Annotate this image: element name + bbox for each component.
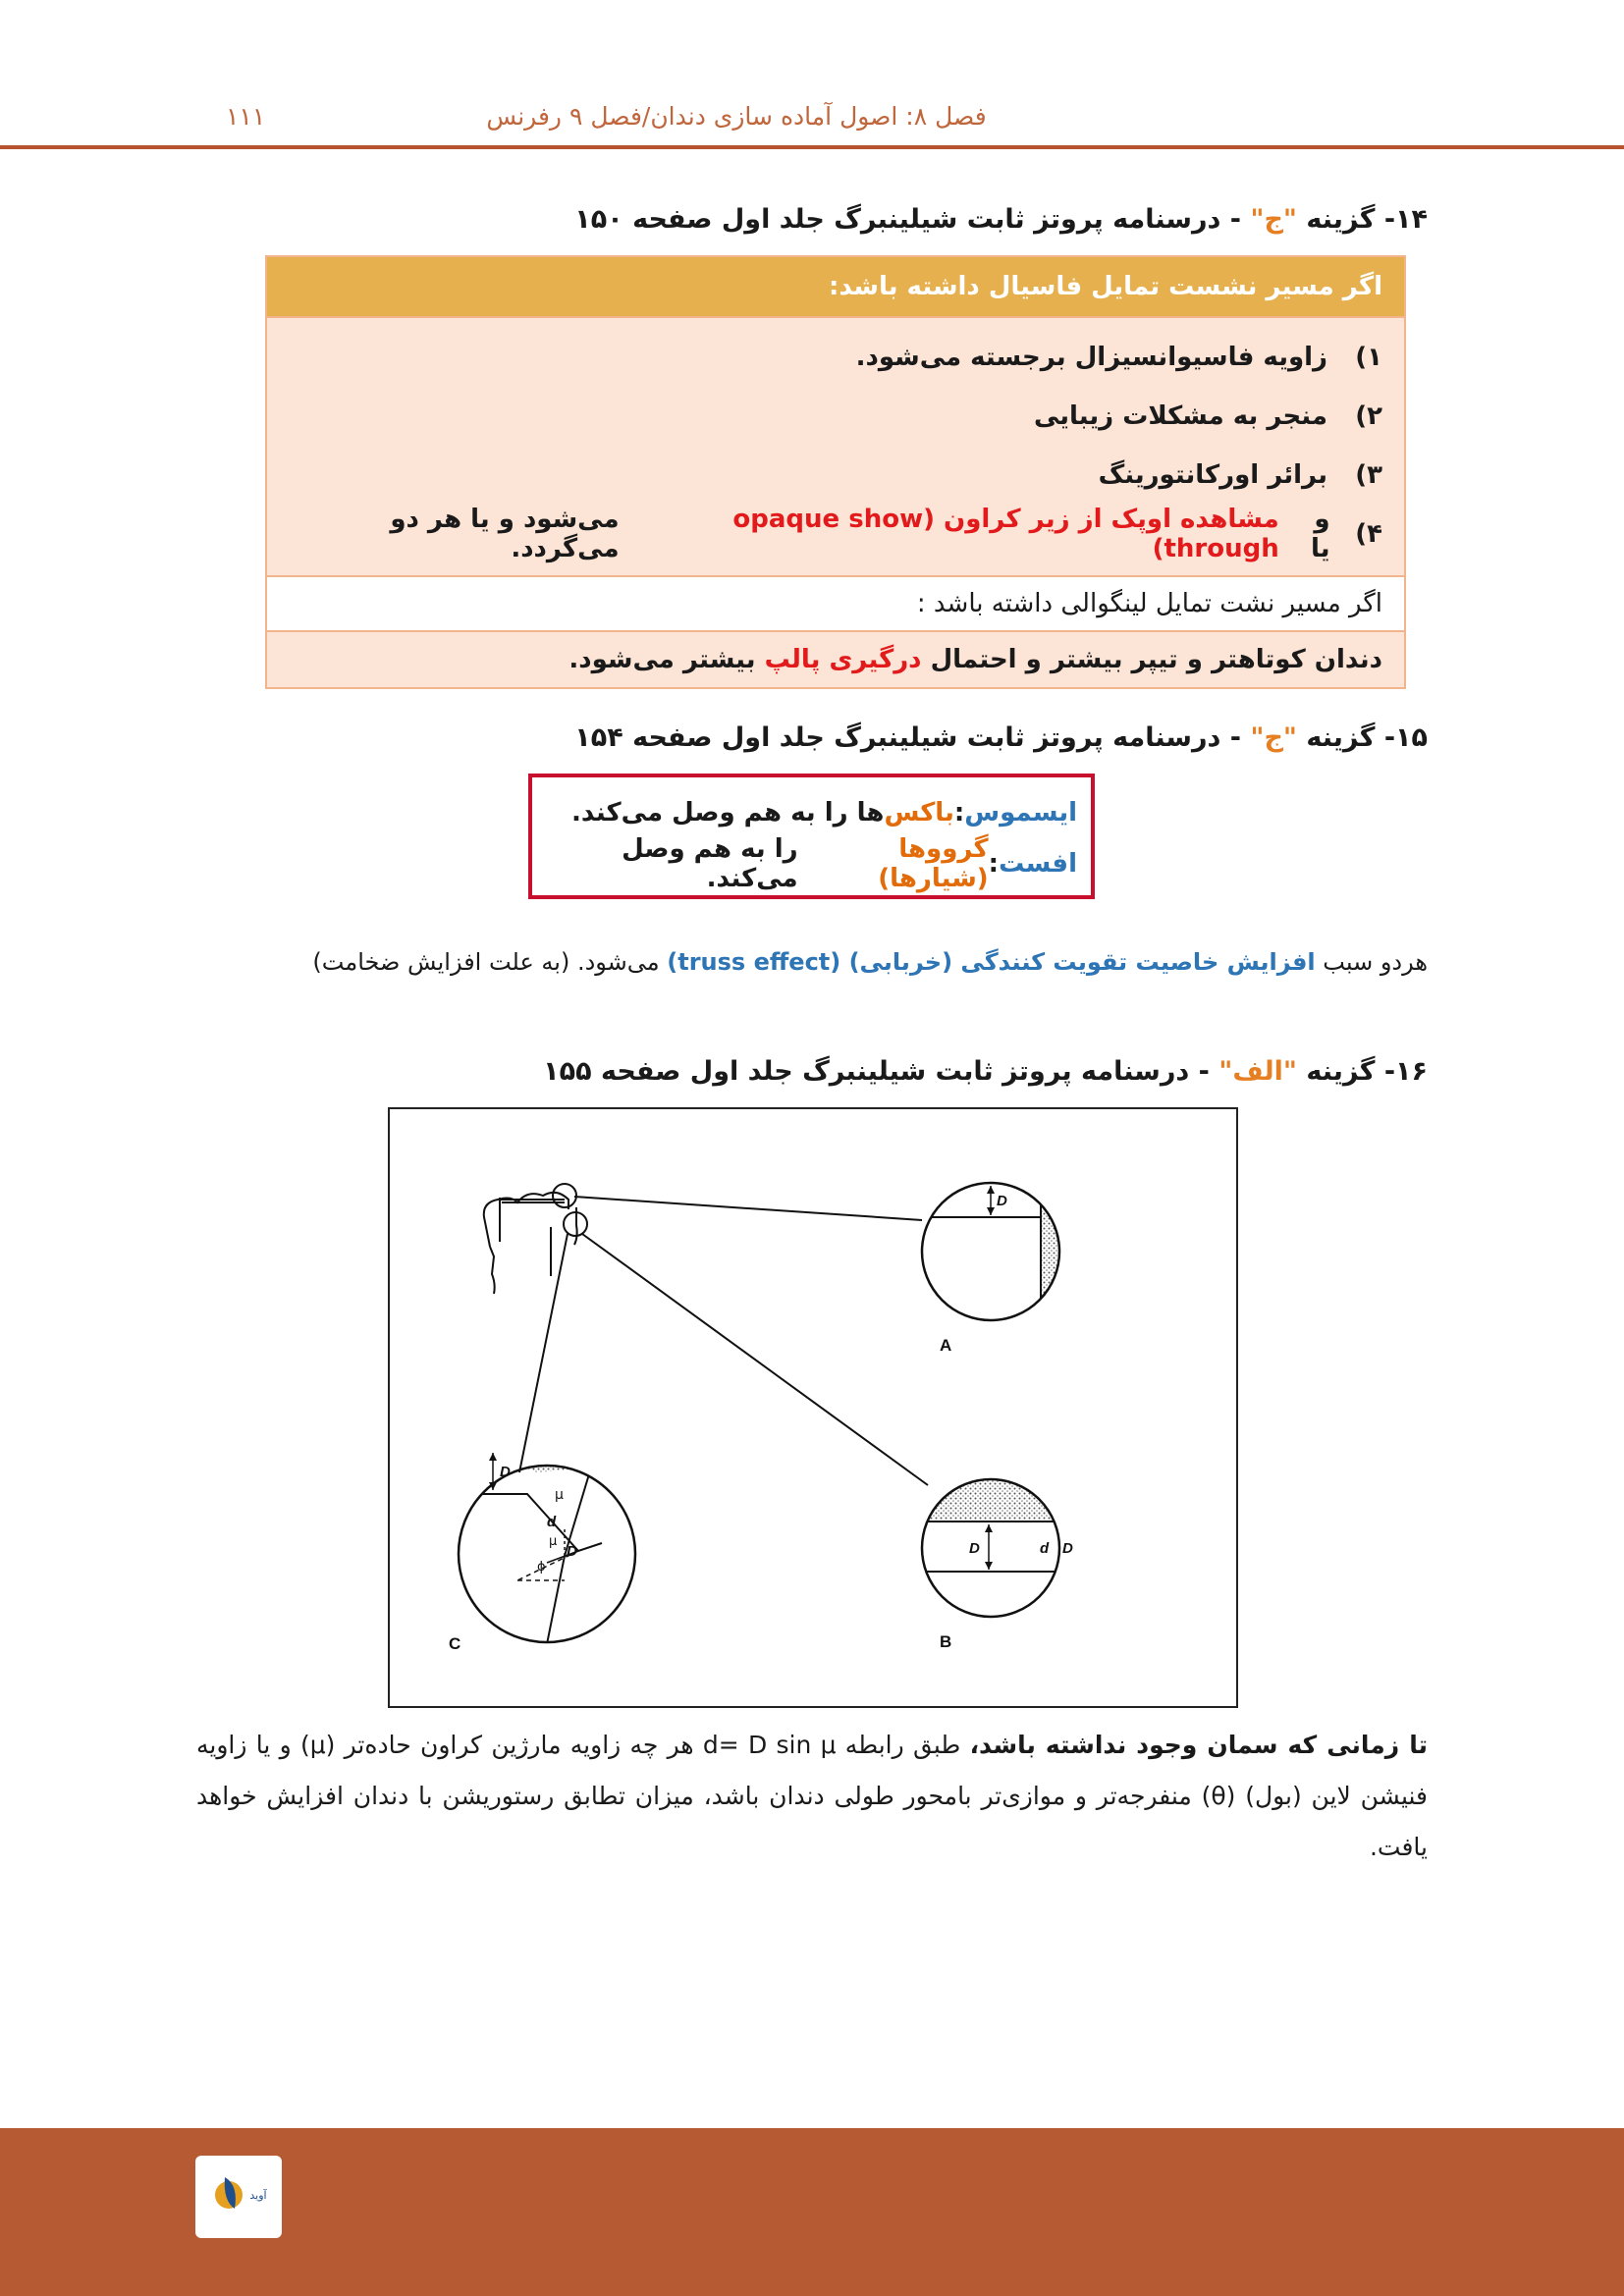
list-item <box>289 446 1382 505</box>
q16-rest-text: طبق رابطه d= D sin μ هر چه زاویه مارژین کراون حاده‌تر (μ) و یا زاویه فنیشن لاین (بول) (θ) منفرجه‌تر و موازی‌تر بامحور طولی دندان باشد، میزان تطابق رستوریشن با دندان افزایش خواهد یافت. <box>196 1731 1428 1861</box>
q15-word: گزینه <box>1306 722 1376 753</box>
isthmus-desc: ها را به هم وصل می‌کند. <box>571 798 885 828</box>
connector-lines <box>519 1197 928 1485</box>
box-term: باکس <box>884 798 954 828</box>
offset-line <box>546 834 1077 893</box>
margin-geometry-figure <box>388 1107 1238 1708</box>
offset-term: افست <box>999 849 1077 879</box>
label-mu: μ <box>549 1534 558 1549</box>
list-item-text: زاویه فاسیوانسیزال برجسته می‌شود. <box>855 343 1327 372</box>
label-phi: ϕ <box>537 1560 546 1575</box>
q14-table-lingual-row <box>267 577 1404 632</box>
logo-icon <box>195 2156 282 2238</box>
truss-effect-text: افزایش خاصیت تقویت کنندگی (خربابی) (truss effect) <box>667 948 1316 976</box>
q14-footer-text: دندان کوتاهتر و تیپر بیشتر و احتمال <box>930 645 1382 674</box>
label-D: D <box>969 1540 980 1557</box>
q14-source: - درسنامه پروتز ثابت شیلینبرگ جلد اول صفحه ۱۵۰ <box>574 204 1241 235</box>
list-item-text: منجر به مشکلات زیبایی <box>1033 401 1327 431</box>
q16-bold-text: تا زمانی که سمان وجود نداشته باشد، <box>969 1731 1428 1759</box>
question-14-heading <box>574 204 1428 235</box>
publisher-logo <box>195 2156 282 2238</box>
label-B: B <box>940 1632 952 1651</box>
list-item-number: ۴) <box>1355 519 1382 549</box>
list-item <box>289 505 1382 563</box>
list-item-number: ۲) <box>1355 401 1382 431</box>
q15-note <box>312 948 1428 976</box>
q14-lingual-text: اگر مسیر نشت تمایل لینگوالی داشته باشد : <box>916 589 1382 618</box>
q16-word: گزینه <box>1306 1056 1376 1087</box>
offset-desc: را به هم وصل می‌کند. <box>622 834 798 893</box>
detail-b <box>920 1472 1092 1659</box>
q16-explanation <box>196 1720 1428 1873</box>
q14-table-footer-row <box>267 632 1404 687</box>
q14-number: ۱۴- <box>1383 204 1428 235</box>
label-D: D <box>1062 1540 1073 1557</box>
q16-option: "الف" <box>1218 1056 1297 1087</box>
list-item-number: ۱) <box>1355 343 1382 372</box>
q15-number: ۱۵- <box>1383 722 1428 753</box>
q14-header-text: اگر مسیر نشست تمایل فاسیال داشته باشد: <box>829 272 1382 301</box>
label-A: A <box>940 1336 952 1355</box>
q15-option: "ج" <box>1250 722 1297 753</box>
label-C: C <box>449 1634 461 1653</box>
q15-definition-box <box>528 774 1095 899</box>
list-item-text: برائر اورکانتورینگ <box>1098 460 1327 490</box>
detail-a <box>900 1168 1097 1364</box>
q14-table-header-row <box>267 257 1404 318</box>
page-header-title: فصل ۸: اصول آماده سازی دندان/فصل ۹ رفرنس <box>486 102 987 131</box>
detail-c <box>449 1404 635 1653</box>
margin-diagram <box>390 1109 1236 1706</box>
q14-option: "ج" <box>1250 204 1297 235</box>
label-d: d <box>547 1514 557 1530</box>
logo-text: آوید <box>249 2189 267 2202</box>
q16-number: ۱۶- <box>1383 1056 1428 1087</box>
opaque-show-through-text: مشاهده اوپک از زیر کراون (opaque show through) <box>732 505 1279 563</box>
q14-word: گزینه <box>1306 204 1376 235</box>
groove-term: گرووها (شیارها) <box>878 834 989 893</box>
q14-table <box>265 255 1406 689</box>
label-mu: μ <box>555 1487 564 1503</box>
q14-footer-text: بیشتر می‌شود. <box>568 645 756 674</box>
label-d: d <box>1040 1540 1050 1557</box>
page-number: ۱۱۱ <box>226 102 266 131</box>
separator: : <box>953 798 965 828</box>
isthmus-line <box>546 787 1077 838</box>
list-item-text: می‌شود و یا هر دو می‌گردد. <box>390 505 620 563</box>
isthmus-term: ایسموس <box>964 798 1077 828</box>
list-item-text: و یا <box>1311 505 1330 563</box>
question-16-heading <box>543 1056 1428 1087</box>
q14-table-list-row <box>267 318 1404 577</box>
q15-source: - درسنامه پروتز ثابت شیلینبرگ جلد اول صفحه ۱۵۴ <box>574 722 1241 753</box>
separator: : <box>988 849 1000 879</box>
list-item <box>289 387 1382 446</box>
question-15-heading <box>574 722 1428 753</box>
label-D: D <box>567 1543 577 1560</box>
q15-note-text: می‌شود. (به علت افزایش ضخامت) <box>312 948 668 976</box>
label-D: D <box>500 1464 511 1480</box>
list-item <box>289 328 1382 387</box>
q15-note-text: هردو سبب <box>1315 948 1428 976</box>
list-item-number: ۳) <box>1355 460 1382 490</box>
pulp-involvement-text: درگیری پالپ <box>764 645 922 674</box>
q16-source: - درسنامه پروتز ثابت شیلینبرگ جلد اول صفحه ۱۵۵ <box>543 1056 1210 1087</box>
label-D: D <box>997 1193 1007 1209</box>
header-divider <box>0 145 1624 149</box>
